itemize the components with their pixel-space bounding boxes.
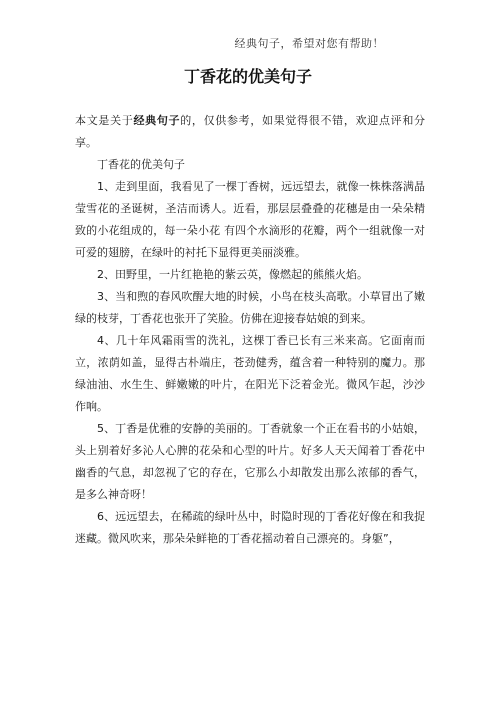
intro-suffix: 的，仅供参考，如果觉得很不错，欢迎点评和分享。: [75, 114, 426, 149]
paragraph-1: 1、走到里面，我看见了一棵丁香树，远远望去，就像一株株落满晶莹雪花的圣诞树，圣洁而诱人。近看，那层层叠叠的花穗是由一朵朵精致的小花组成的，每一朵小花 有四个水滴形的花瓣，两个一组就像一对可爱的翅膀，在绿叶的衬托下显得更美丽淡雅。: [75, 180, 425, 259]
section-heading: 丁香花的优美句子: [97, 158, 185, 171]
header-note: 经典句子，希望对您有帮助！: [234, 37, 384, 50]
paragraph-6: 6、远远望去，在稀疏的绿叶丛中，时隐时现的丁香花好像在和我捉迷藏。微风吹来，那朵朵鲜艳的丁香花摇动着自己漂亮的。身躯”，: [75, 510, 425, 545]
paragraph-4: 4、几十年风霜雨雪的洗礼，这棵丁香已长有三米来高。它面南而立，浓荫如盖，显得古朴端庄，苍劲健秀，蕴含着一种特别的魔力。那绿油油、水生生、鲜嫩嫩的叶片，在阳光下泛着金光。微风乍起，沙沙作响。: [75, 334, 425, 413]
intro-prefix: 本文是关于: [75, 114, 134, 127]
paragraph-5: 5、丁香是优雅的安静的美丽的。丁香就象一个正在看书的小姑娘，头上别着好多沁人心脾的花朵和心型的叶片。好多人天天闻着丁香花中幽香的气息，却忽视了它的存在，它那么小却散发出那么浓郁的香气，是多么神奇呀！: [75, 422, 425, 501]
document-title: 丁香花的优美句子: [183, 67, 312, 86]
intro-bold-keyword: 经典句子: [133, 114, 181, 127]
paragraph-3: 3、当和煦的春风吹醒大地的时候，小鸟在枝头高歌。小草冒出了嫩绿的枝芽，丁香花也张开了笑脸。仿佛在迎接春姑娘的到来。: [75, 290, 425, 325]
intro-paragraph: [75, 110, 425, 154]
paragraph-2: 2、田野里，一片红艳艳的紫云英，像燃起的熊熊火焰。: [97, 268, 368, 281]
document-body: [75, 110, 425, 550]
